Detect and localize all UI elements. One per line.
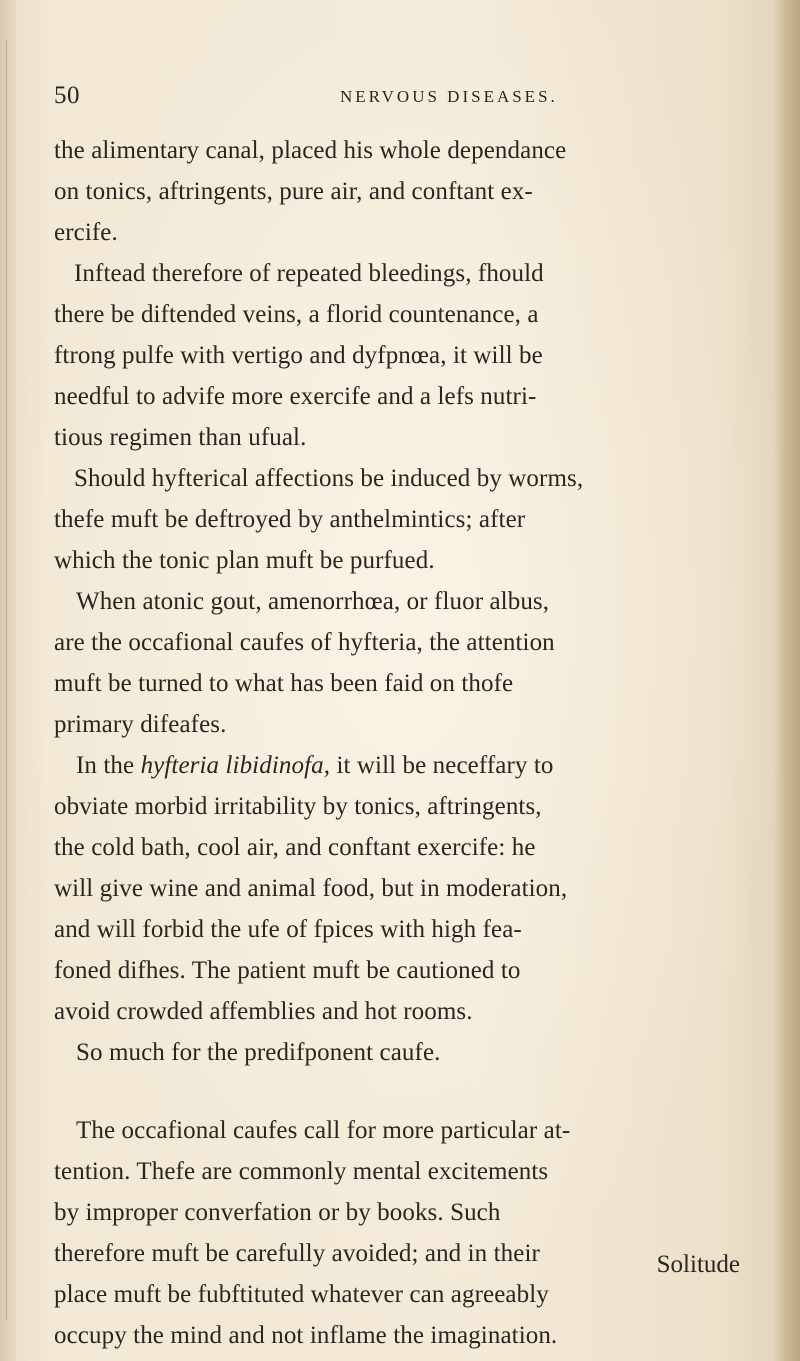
text-line-content: Inftead therefore of repeated bleedings, fhould — [74, 260, 544, 287]
text-line-content: avoid crowded affemblies and hot rooms. — [54, 998, 473, 1025]
page-fore-edge — [774, 0, 800, 1361]
text-suffix: it will be neceffary to — [336, 752, 554, 779]
text-line-content: place muft be fubftituted whatever can agreeably — [54, 1281, 549, 1308]
text-line-content: on tonics, aftringents, pure air, and conftant ex- — [54, 178, 533, 205]
text-line — [54, 540, 754, 581]
text-line-content: primary difeafes. — [54, 711, 227, 738]
text-line-content: When atonic gout, amenorrhœa, or fluor albus, — [76, 588, 550, 615]
text-line — [54, 1233, 754, 1274]
text-line-content: The occafional caufes call for more particular at- — [76, 1117, 571, 1144]
text-line — [54, 458, 754, 499]
text-line — [54, 827, 754, 868]
text-line-content: there be diftended veins, a florid countenance, a — [54, 301, 539, 328]
text-line-content: will give wine and animal food, but in moderation, — [54, 875, 568, 902]
text-line-content: the alimentary canal, placed his whole dependance — [54, 137, 567, 164]
text-line — [54, 1032, 754, 1073]
text-line — [54, 1151, 754, 1192]
running-head: NERVOUS DISEASES. — [340, 87, 558, 106]
text-line-content: Should hyfterical affections be induced by worms, — [74, 465, 584, 492]
text-line-content: occupy the mind and not inflame the imagination. — [54, 1322, 558, 1349]
text-line-content: thefe muft be deftroyed by anthelmintics; after — [54, 506, 526, 533]
paragraph-gap — [54, 1073, 754, 1110]
text-line-hysteria — [54, 745, 754, 786]
text-line-content: So much for the predifponent caufe. — [76, 1039, 441, 1066]
text-line — [54, 417, 754, 458]
text-line — [54, 704, 754, 745]
text-line-content: obviate morbid irritability by tonics, aftringents, — [54, 793, 542, 820]
catchword: Solitude — [656, 1251, 740, 1278]
text-line — [54, 909, 754, 950]
text-line — [54, 786, 754, 827]
text-line-content: the cold bath, cool air, and conftant exercife: he — [54, 834, 536, 861]
text-line — [54, 499, 754, 540]
page-number: 50 — [54, 82, 80, 109]
text-line — [54, 253, 754, 294]
text-line-content: tious regimen than ufual. — [54, 424, 307, 451]
text-line-content: ftrong pulfe with vertigo and dyfpnœa, it will be — [54, 342, 543, 369]
text-line — [54, 294, 754, 335]
text-line-content: muft be turned to what has been faid on thofe — [54, 670, 514, 697]
text-line — [54, 335, 754, 376]
text-line — [54, 1315, 754, 1356]
page-gutter-edge — [0, 0, 16, 1361]
text-line — [54, 622, 754, 663]
text-prefix: In the — [76, 752, 135, 779]
text-line — [54, 663, 754, 704]
page-header — [50, 82, 770, 116]
text-line — [54, 1110, 754, 1151]
text-line-content: foned difhes. The patient muft be cautioned to — [54, 957, 521, 984]
text-line-content: ercife. — [54, 219, 118, 246]
text-line — [54, 1192, 754, 1233]
text-line-content: therefore muft be carefully avoided; and in their — [54, 1240, 540, 1267]
text-line-content: and will forbid the ufe of fpices with high fea- — [54, 916, 522, 943]
body-text — [54, 130, 754, 1356]
text-line — [54, 130, 754, 171]
text-line — [54, 581, 754, 622]
text-line — [54, 991, 754, 1032]
text-line-content: tention. Thefe are commonly mental excitements — [54, 1158, 549, 1185]
text-line-content: needful to advife more exercife and a lefs nutri- — [54, 383, 537, 410]
text-line — [54, 1274, 754, 1315]
text-line-content: which the tonic plan muft be purfued. — [54, 547, 435, 574]
text-line-content: are the occafional caufes of hyfteria, the attention — [54, 629, 555, 656]
text-line — [54, 950, 754, 991]
text-line — [54, 171, 754, 212]
italic-term: hyfteria libidinofa, — [140, 752, 331, 779]
text-line — [54, 212, 754, 253]
text-line-content: by improper converfation or by books. Such — [54, 1199, 501, 1226]
text-line — [54, 868, 754, 909]
text-line — [54, 376, 754, 417]
